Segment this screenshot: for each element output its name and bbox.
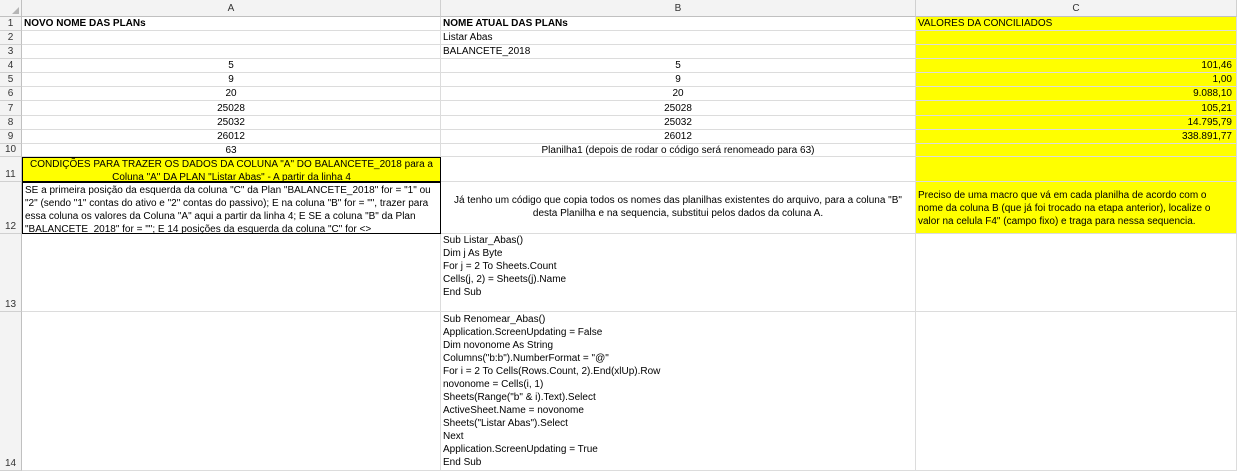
cell-b7[interactable]: 25028 [441, 101, 916, 116]
cell-c9[interactable]: 338.891,77 [916, 130, 1237, 144]
cell-c2[interactable] [916, 31, 1237, 45]
row-header-14[interactable]: 14 [0, 312, 22, 471]
row-header-2[interactable]: 2 [0, 31, 22, 45]
code-line: Sheets(Range("b" & i).Text).Select [443, 392, 596, 403]
cell-c3[interactable] [916, 45, 1237, 59]
cell-a5[interactable]: 9 [22, 73, 441, 87]
cell-a9[interactable]: 26012 [22, 130, 441, 144]
cell-a11[interactable]: CONDIÇÕES PARA TRAZER OS DADOS DA COLUNA "A" DO BALANCETE_2018 para a Coluna "A" DA PLAN "Listar Abas" - A partir da linha 4 [22, 157, 441, 182]
cell-b5[interactable]: 9 [441, 73, 916, 87]
cell-c13[interactable] [916, 234, 1237, 312]
cell-b3[interactable]: BALANCETE_2018 [441, 45, 916, 59]
row-header-7[interactable]: 7 [0, 101, 22, 116]
row-header-13[interactable]: 13 [0, 234, 22, 312]
cell-c10[interactable] [916, 144, 1237, 157]
code-line: For j = 2 To Sheets.Count [443, 261, 557, 272]
cell-b10[interactable]: Planilha1 (depois de rodar o código será renomeado para 63) [441, 144, 916, 157]
row-header-11[interactable]: 11 [0, 157, 22, 182]
cell-a1[interactable]: NOVO NOME DAS PLANs [22, 17, 441, 31]
row-header-3[interactable]: 3 [0, 45, 22, 59]
row-header-5[interactable]: 5 [0, 73, 22, 87]
column-header-c[interactable]: C [916, 0, 1237, 17]
cell-b13[interactable] [441, 234, 916, 312]
code-line: ActiveSheet.Name = novonome [443, 405, 584, 416]
row-header-6[interactable]: 6 [0, 87, 22, 101]
cell-b11[interactable] [441, 157, 916, 182]
cell-a10[interactable]: 63 [22, 144, 441, 157]
code-line: Columns("b:b").NumberFormat = "@" [443, 353, 609, 364]
select-all-corner[interactable] [0, 0, 22, 17]
cell-a2[interactable] [22, 31, 441, 45]
cell-a7[interactable]: 25028 [22, 101, 441, 116]
cell-b8[interactable]: 25032 [441, 116, 916, 130]
code-line: Sheets("Listar Abas").Select [443, 418, 568, 429]
cell-b4[interactable]: 5 [441, 59, 916, 73]
code-line: Next [443, 431, 464, 442]
cell-c1[interactable]: VALORES DA CONCILIADOS [916, 17, 1237, 31]
code-line: Dim novonome As String [443, 340, 554, 351]
code-line: End Sub [443, 457, 482, 468]
cell-c7[interactable]: 105,21 [916, 101, 1237, 116]
cell-a12[interactable]: SE a primeira posição da esquerda da coluna "C" da Plan "BALANCETE_2018" for = "1" ou "2" (sendo "1" contas do ativo e "2" contas do passivo); E na coluna "B" for = "", trazer para essa coluna os valores da Coluna "A" aqui a partir da linha 4; E SE a coluna "B" da Plan "BALANCETE_2018" for = ""; E 14 posições da esquerda da coluna "C" for <> [22, 182, 441, 234]
code-line: Dim j As Byte [443, 248, 503, 259]
code-line: Application.ScreenUpdating = False [443, 327, 603, 338]
cell-c4[interactable]: 101,46 [916, 59, 1237, 73]
column-header-a[interactable]: A [22, 0, 441, 17]
cell-a13[interactable] [22, 234, 441, 312]
code-line: Application.ScreenUpdating = True [443, 444, 598, 455]
row-header-12[interactable]: 12 [0, 182, 22, 234]
cell-a8[interactable]: 25032 [22, 116, 441, 130]
row-header-10[interactable]: 10 [0, 144, 22, 157]
code-line: Sub Renomear_Abas() [443, 314, 546, 325]
cell-b2[interactable]: Listar Abas [441, 31, 916, 45]
cell-c8[interactable]: 14.795,79 [916, 116, 1237, 130]
cell-c5[interactable]: 1,00 [916, 73, 1237, 87]
cell-a14[interactable] [22, 312, 441, 471]
cell-c6[interactable]: 9.088,10 [916, 87, 1237, 101]
code-line: Cells(j, 2) = Sheets(j).Name [443, 274, 567, 285]
cell-c12[interactable]: Preciso de uma macro que vá em cada planilha de acordo com o nome da coluna B (que já foi trocado na etapa anterior), localize o valor na celula F4" (campo fixo) e traga para nessa sequencia. [916, 182, 1237, 234]
cell-b1[interactable]: NOME ATUAL DAS PLANs [441, 17, 916, 31]
select-all-icon [12, 7, 19, 14]
row-header-9[interactable]: 9 [0, 130, 22, 144]
cell-c11[interactable] [916, 157, 1237, 182]
code-line: Sub Listar_Abas() [443, 235, 524, 246]
cell-b9[interactable]: 26012 [441, 130, 916, 144]
cell-b14[interactable] [441, 312, 916, 471]
code-line: For i = 2 To Cells(Rows.Count, 2).End(xlUp).Row [443, 366, 661, 377]
row-header-4[interactable]: 4 [0, 59, 22, 73]
cell-b6[interactable]: 20 [441, 87, 916, 101]
cell-a4[interactable]: 5 [22, 59, 441, 73]
cell-a3[interactable] [22, 45, 441, 59]
row-header-8[interactable]: 8 [0, 116, 22, 130]
row-header-1[interactable]: 1 [0, 17, 22, 31]
cell-c14[interactable] [916, 312, 1237, 471]
code-line: novonome = Cells(i, 1) [443, 379, 544, 390]
column-header-b[interactable]: B [441, 0, 916, 17]
code-line: End Sub [443, 287, 482, 298]
cell-a6[interactable]: 20 [22, 87, 441, 101]
cell-b12[interactable]: Já tenho um código que copia todos os nomes das planilhas existentes do arquivo, para a coluna "B" desta Planilha e na sequencia, substitui pelos dados da coluna A. [441, 182, 916, 234]
